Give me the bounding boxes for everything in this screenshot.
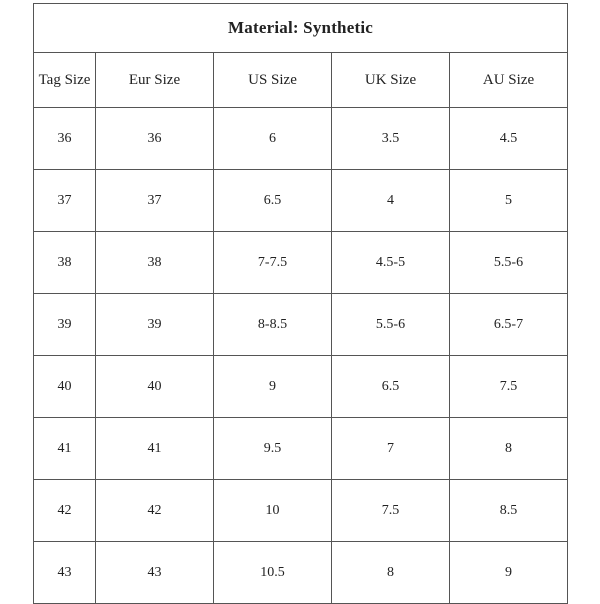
cell-eur-size: 42 (96, 480, 214, 542)
table-row (34, 294, 568, 356)
cell-au-size: 6.5-7 (450, 294, 568, 356)
cell-eur-size: 40 (96, 356, 214, 418)
header-row (34, 53, 568, 108)
cell-tag-size: 38 (34, 232, 96, 294)
table-row (34, 108, 568, 170)
header-eur-size: Eur Size (96, 53, 214, 108)
cell-tag-size: 42 (34, 480, 96, 542)
table-row (34, 542, 568, 604)
title-row (34, 4, 568, 53)
cell-au-size: 7.5 (450, 356, 568, 418)
cell-uk-size: 3.5 (332, 108, 450, 170)
table-row (34, 232, 568, 294)
table-row (34, 356, 568, 418)
cell-uk-size: 7.5 (332, 480, 450, 542)
header-us-size: US Size (214, 53, 332, 108)
header-uk-size: UK Size (332, 53, 450, 108)
header-au-size: AU Size (450, 53, 568, 108)
cell-us-size: 10.5 (214, 542, 332, 604)
cell-us-size: 10 (214, 480, 332, 542)
cell-au-size: 5 (450, 170, 568, 232)
cell-au-size: 8 (450, 418, 568, 480)
cell-uk-size: 6.5 (332, 356, 450, 418)
cell-au-size: 4.5 (450, 108, 568, 170)
cell-tag-size: 39 (34, 294, 96, 356)
cell-eur-size: 41 (96, 418, 214, 480)
cell-us-size: 7-7.5 (214, 232, 332, 294)
cell-uk-size: 7 (332, 418, 450, 480)
header-tag-size: Tag Size (34, 53, 96, 108)
cell-tag-size: 43 (34, 542, 96, 604)
cell-uk-size: 8 (332, 542, 450, 604)
cell-uk-size: 4 (332, 170, 450, 232)
table-row (34, 418, 568, 480)
cell-us-size: 9.5 (214, 418, 332, 480)
cell-tag-size: 41 (34, 418, 96, 480)
cell-eur-size: 37 (96, 170, 214, 232)
cell-au-size: 5.5-6 (450, 232, 568, 294)
size-chart (33, 3, 567, 597)
cell-tag-size: 40 (34, 356, 96, 418)
cell-tag-size: 37 (34, 170, 96, 232)
cell-au-size: 9 (450, 542, 568, 604)
cell-eur-size: 36 (96, 108, 214, 170)
cell-au-size: 8.5 (450, 480, 568, 542)
cell-us-size: 9 (214, 356, 332, 418)
table-row (34, 480, 568, 542)
cell-uk-size: 5.5-6 (332, 294, 450, 356)
cell-tag-size: 36 (34, 108, 96, 170)
table-row (34, 170, 568, 232)
size-table (33, 3, 568, 604)
cell-us-size: 6 (214, 108, 332, 170)
cell-uk-size: 4.5-5 (332, 232, 450, 294)
table-title: Material: Synthetic (34, 4, 568, 53)
cell-us-size: 6.5 (214, 170, 332, 232)
cell-eur-size: 38 (96, 232, 214, 294)
cell-us-size: 8-8.5 (214, 294, 332, 356)
cell-eur-size: 39 (96, 294, 214, 356)
cell-eur-size: 43 (96, 542, 214, 604)
